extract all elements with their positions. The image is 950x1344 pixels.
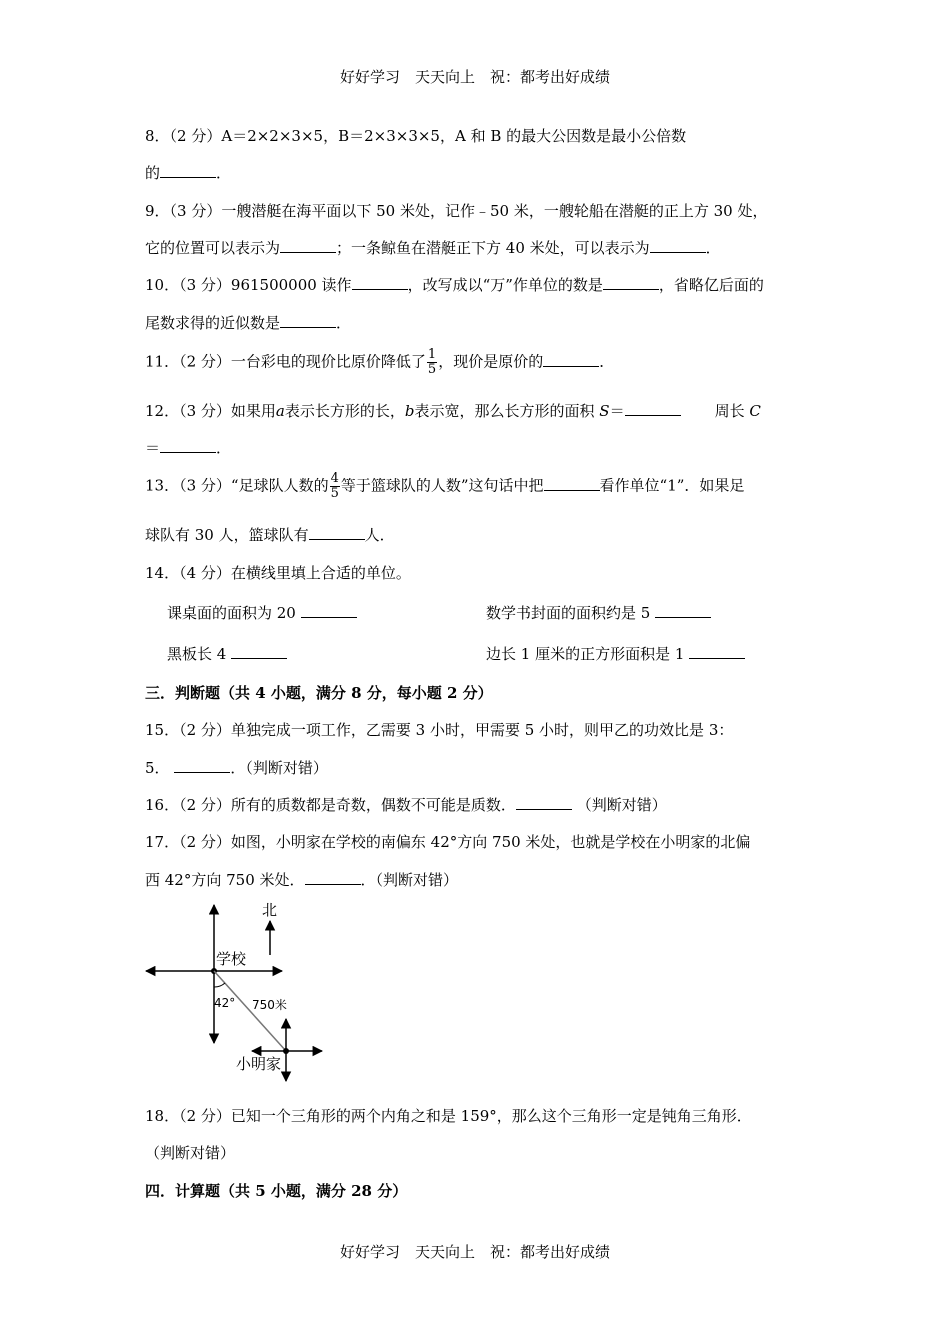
q16-line [145, 794, 667, 815]
q13-numerator: 4 [330, 471, 339, 486]
q10-line1 [145, 274, 764, 295]
q12-var-b: b [404, 402, 415, 420]
q8-line1: 8．（2 分）A＝2×2×3×5，B＝2×3×3×5，A 和 B 的最大公因数是最小公倍数 [145, 127, 687, 145]
q14-item2-text: 数学书封面的面积约是 5 [486, 604, 651, 622]
q13-blank-2[interactable] [309, 525, 365, 540]
q13-blank-1[interactable] [544, 476, 600, 491]
q11-text-b: ，现价是原价的 [438, 352, 544, 371]
q16-blank[interactable] [516, 795, 572, 810]
distance-label: 750米 [252, 998, 287, 1012]
q12-end: ． [216, 439, 232, 457]
q13-text-c: 看作单位“1”．如果足 [599, 476, 745, 495]
q12-var-s: S [599, 402, 610, 420]
q11-denominator: 5 [427, 362, 437, 377]
q8-end: ． [216, 164, 232, 182]
page-header: 好好学习 天天向上 祝：都考出好成绩 [339, 68, 610, 86]
q13-text-b: 等于篮球队的人数”这句话中把 [340, 476, 544, 495]
q8-text: 的 [145, 164, 161, 182]
school-label: 学校 [216, 950, 247, 968]
q13-text-d: 球队有 30 人，篮球队有 [145, 526, 309, 544]
q10-line2 [145, 312, 351, 333]
q10-blank-3[interactable] [280, 313, 336, 328]
q10-blank-2[interactable] [603, 275, 659, 290]
q12-text-b: 表示长方形的长， [284, 402, 405, 420]
q18-line2: （判断对错） [145, 1144, 236, 1162]
q10-text-a: 10．（3 分）961500000 读作 [145, 276, 352, 294]
section4-heading: 四．计算题（共 5 小题，满分 28 分） [145, 1182, 408, 1200]
q16-text-b: （判断对错） [576, 796, 667, 814]
angle-arc [214, 983, 225, 987]
q15-line1: 15．（2 分）单独完成一项工作，乙需要 3 小时，甲需要 5 小时，则甲乙的功效比是 3： [145, 721, 734, 739]
q12-text-e: 周长 [714, 402, 745, 420]
q12-var-a: a [275, 402, 285, 420]
q12-line2 [145, 437, 231, 458]
home-point [283, 1048, 289, 1054]
q8-answer-blank[interactable] [160, 163, 216, 178]
q12-text-a: 12．（3 分）如果用 [145, 402, 276, 420]
q12-blank-2[interactable] [160, 438, 216, 453]
section3-heading: 三．判断题（共 4 小题，满分 8 分，每小题 2 分） [145, 684, 493, 702]
q9-blank-2[interactable] [650, 238, 706, 253]
q9-text-a: 它的位置可以表示为 [145, 239, 281, 257]
q14-item3-text: 黑板长 4 [167, 645, 227, 663]
angle-label: 42° [214, 996, 236, 1010]
q12-line1 [145, 400, 761, 421]
q8-line2 [145, 162, 231, 183]
q14-item3 [167, 643, 287, 664]
q11-end: ． [599, 352, 615, 371]
q10-blank-1[interactable] [352, 275, 408, 290]
q10-end: ． [336, 314, 352, 332]
q16-text-a: 16．（2 分）所有的质数都是奇数，偶数不可能是质数． [145, 796, 516, 814]
q12-equals-1: ＝ [609, 402, 625, 420]
q14-item4-text: 边长 1 厘米的正方形面积是 1 [486, 645, 685, 663]
q15-blank[interactable] [174, 758, 230, 773]
q13-denominator: 5 [330, 486, 339, 501]
q17-line2 [145, 869, 458, 890]
q18-line1: 18．（2 分）已知一个三角形的两个内角之和是 159°，那么这个三角形一定是钝角三角形． [145, 1107, 752, 1125]
q15-text-b: ．（判断对错） [230, 759, 328, 777]
direction-diagram [140, 895, 340, 1085]
q12-equals-2: ＝ [145, 439, 161, 457]
q11-line [145, 348, 614, 377]
q13-end: 人． [364, 526, 395, 544]
page-footer: 好好学习 天天向上 祝：都考出好成绩 [339, 1243, 610, 1261]
home-label: 小明家 [236, 1055, 282, 1073]
q10-text-c: ，省略亿后面的 [658, 276, 764, 294]
q13-text-a: 13．（3 分）“足球队人数的 [145, 476, 329, 495]
q17-text-a: 西 42°方向 750 米处． [145, 871, 305, 889]
q13-line2 [145, 524, 395, 545]
q11-blank[interactable] [543, 352, 599, 367]
north-label: 北 [262, 901, 278, 919]
q11-numerator: 1 [427, 347, 437, 362]
q14-item1 [167, 602, 357, 623]
q14-blank-1[interactable] [301, 603, 357, 618]
q14-item1-text: 课桌面的面积为 20 [167, 604, 296, 622]
q9-end: ． [705, 239, 721, 257]
q11-text-a: 11．（2 分）一台彩电的现价比原价降低了 [145, 352, 426, 371]
q17-line1: 17．（2 分）如图，小明家在学校的南偏东 42°方向 750 米处，也就是学校在小明家的北偏 [145, 833, 751, 851]
q14-blank-4[interactable] [689, 644, 745, 659]
q17-blank[interactable] [305, 870, 361, 885]
q13-line1 [145, 472, 744, 501]
q14-title: 14．（4 分）在横线里填上合适的单位。 [145, 564, 411, 582]
q9-line1: 9．（3 分）一艘潜艇在海平面以下 50 米处，记作﹣50 米，一艘轮船在潜艇的正上方 30 处， [145, 202, 768, 220]
q17-text-b: ．（判断对错） [360, 871, 459, 889]
q10-text-b: ，改写成以“万”作单位的数是 [407, 276, 603, 294]
q9-blank-1[interactable] [280, 238, 336, 253]
q9-line2 [145, 237, 721, 258]
q12-blank-1[interactable] [625, 401, 681, 416]
q14-blank-2[interactable] [655, 603, 711, 618]
q9-text-b: ；一条鲸鱼在潜艇正下方 40 米处，可以表示为 [336, 239, 650, 257]
q10-text-d: 尾数求得的近似数是 [145, 314, 281, 332]
q12-text-c: 表示宽，那么长方形的面积 [414, 402, 595, 420]
q14-item4 [486, 643, 745, 664]
q13-fraction [330, 472, 340, 501]
q15-line2 [145, 757, 328, 778]
q12-var-c: C [749, 402, 761, 420]
q14-item2 [486, 602, 711, 623]
q11-fraction [427, 348, 437, 377]
q15-text-a: 5． [145, 759, 170, 777]
q14-blank-3[interactable] [231, 644, 287, 659]
